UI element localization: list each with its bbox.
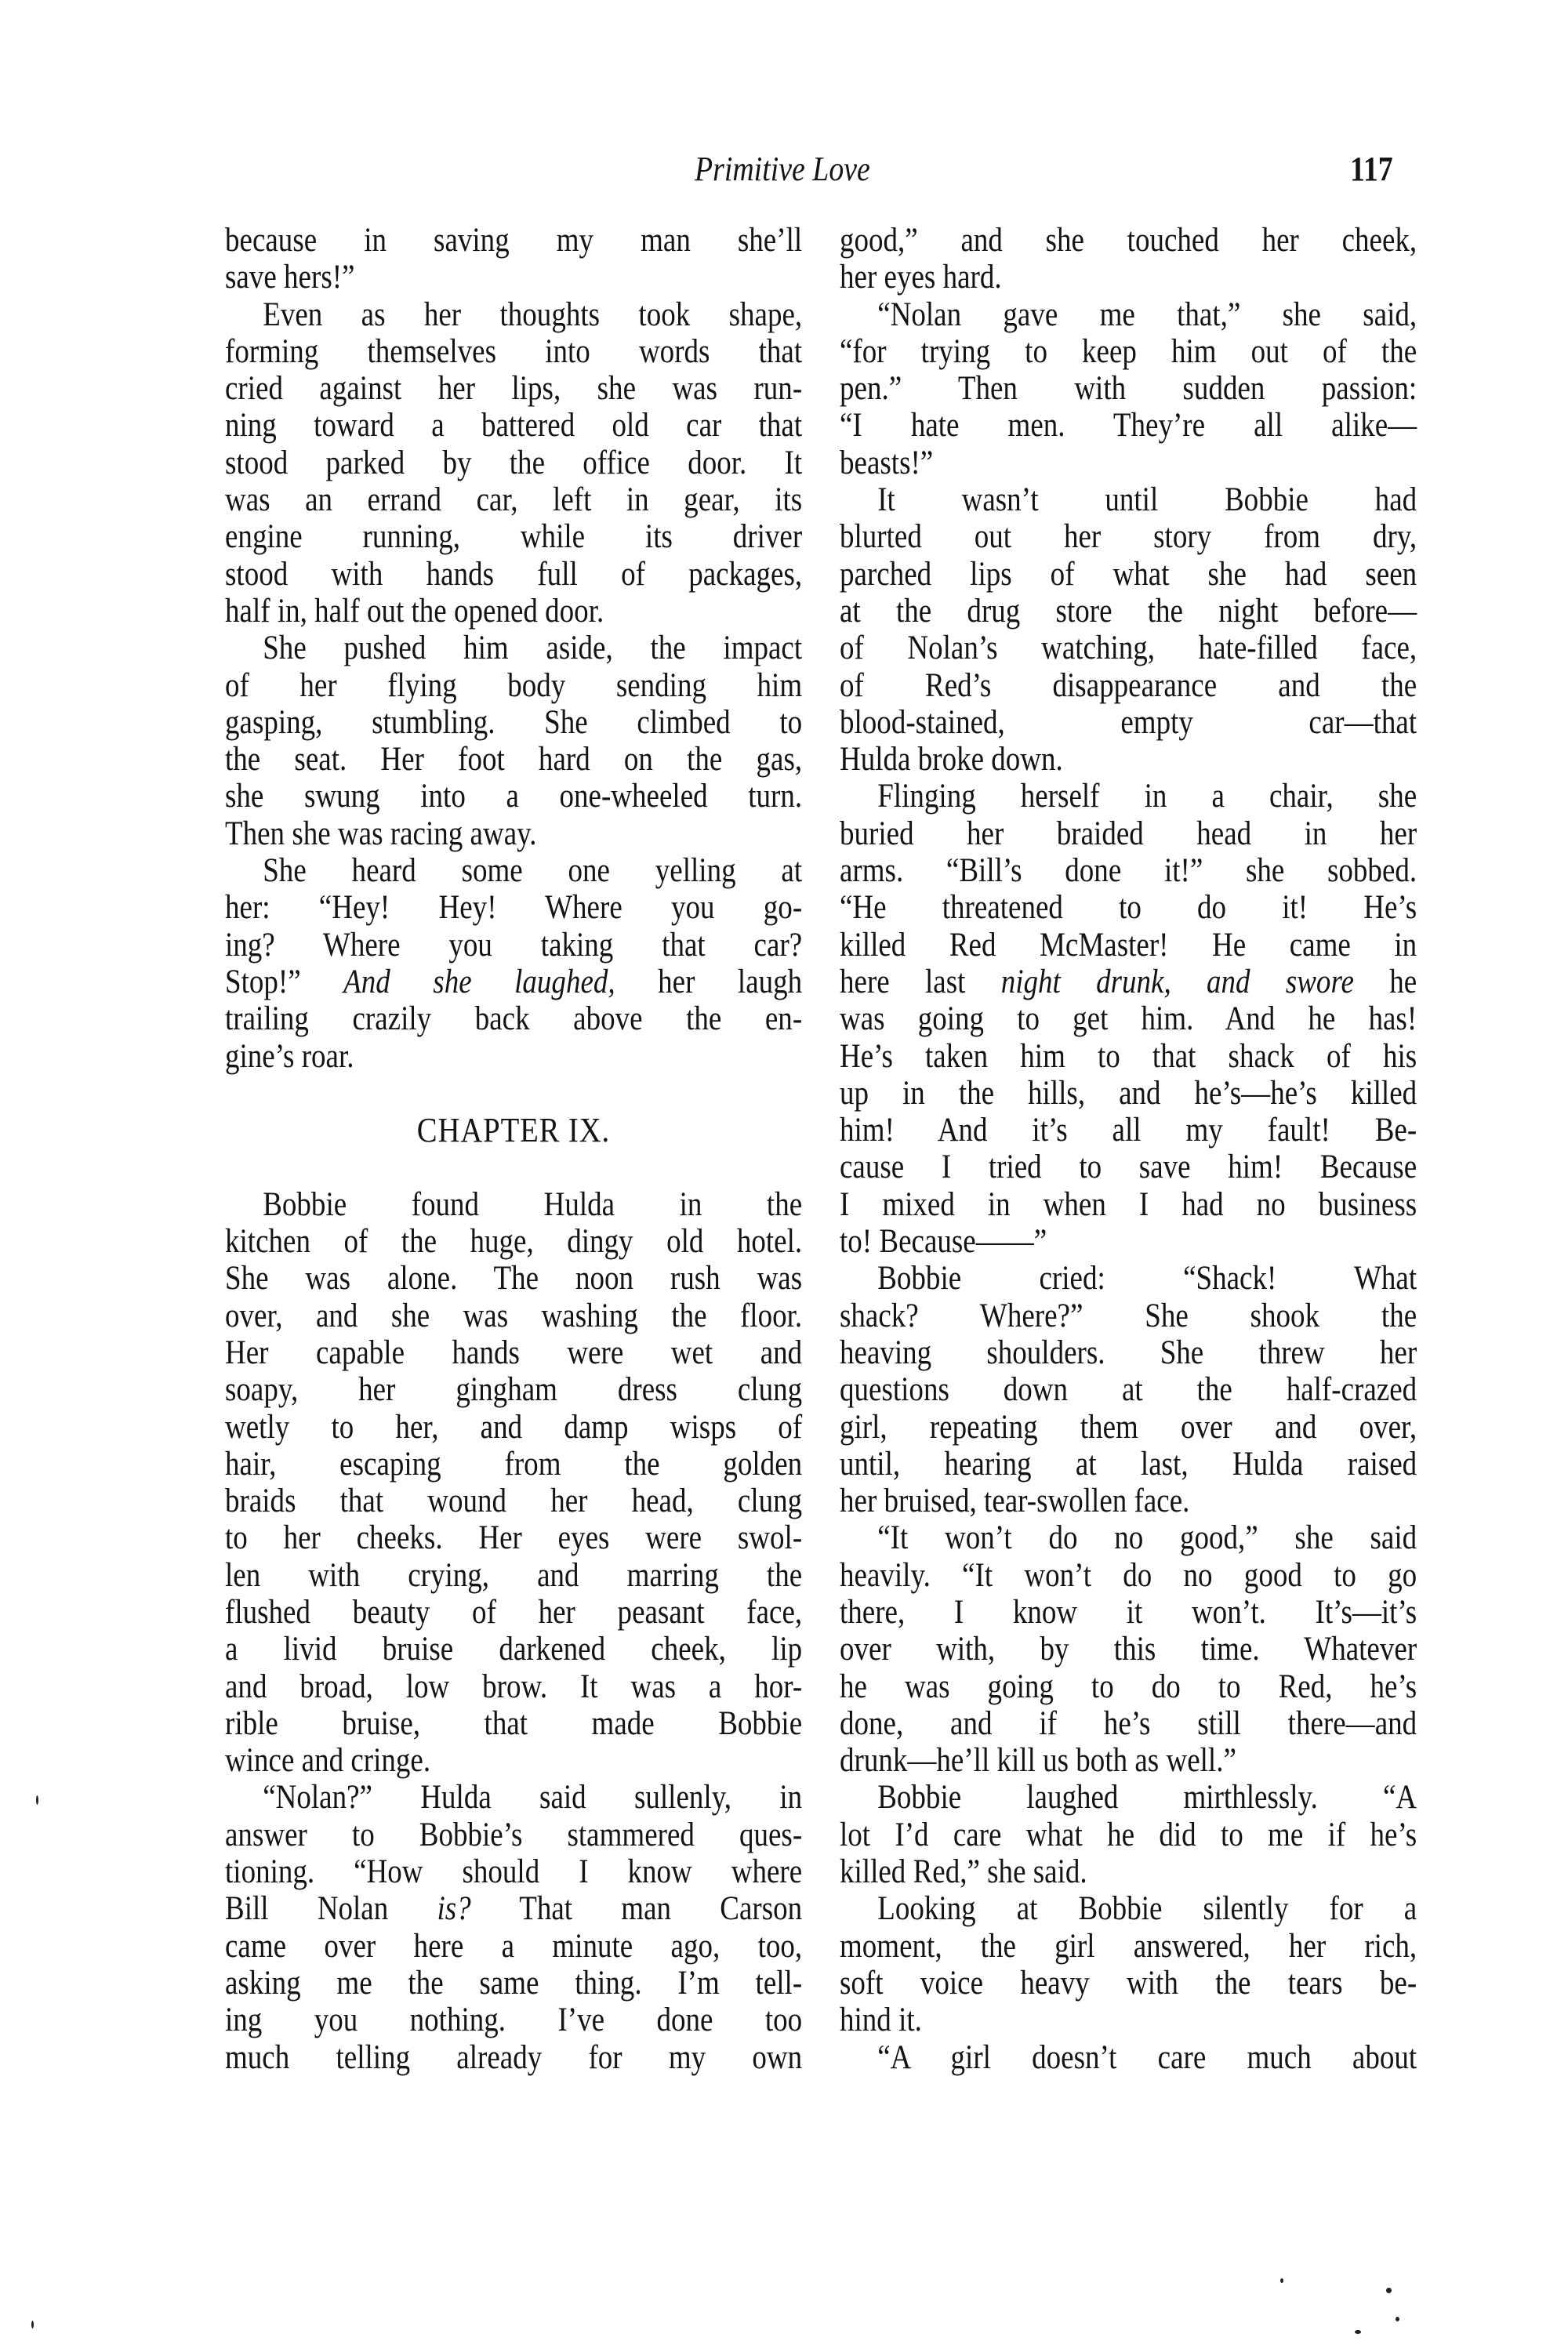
- text-line: [225, 556, 802, 593]
- text-line-content: engine running, while its driver: [225, 518, 803, 556]
- blank-line: [225, 1149, 802, 1185]
- text-line: [225, 1965, 802, 2002]
- text-line: [840, 2002, 1417, 2038]
- text-line-content: at the drug store the night before—: [840, 592, 1417, 630]
- text-line: [225, 927, 802, 964]
- text-line-content: stood parked by the office door. It: [225, 444, 803, 481]
- text-segment: her laugh: [615, 963, 803, 1000]
- text-line: [225, 1817, 802, 1853]
- text-line-content: Bobbie cried: “Shack! What: [877, 1260, 1417, 1298]
- text-line-content: until, hearing at last, Hulda raised: [840, 1445, 1417, 1483]
- text-line: [840, 333, 1417, 370]
- text-line-content: “He threatened to do it! He’s: [840, 889, 1417, 927]
- text-line-content: Then she was racing away.: [225, 815, 537, 852]
- text-line-content: Her capable hands were wet and: [225, 1334, 803, 1371]
- text-line-content: parched lips of what she had seen: [840, 555, 1417, 593]
- scan-speck: [1280, 2278, 1283, 2283]
- text-line: [225, 889, 802, 926]
- text-line-content: was going to get him. And he has!: [840, 1000, 1417, 1038]
- running-head: [0, 149, 1568, 196]
- text-line-content: beasts!”: [840, 444, 934, 481]
- text-line: [225, 1260, 802, 1297]
- text-line: [225, 1631, 802, 1668]
- text-segment: he: [1353, 963, 1417, 1000]
- text-line-content: done, and if he’s still there—and: [840, 1704, 1417, 1742]
- text-line-content: killed Red McMaster! He came in: [840, 926, 1417, 964]
- text-line: [840, 815, 1417, 852]
- right-text-column: [840, 222, 1417, 2076]
- text-line: [840, 1000, 1417, 1037]
- text-line: [225, 407, 802, 444]
- text-line-content: drunk—he’ll kill us both as well.”: [840, 1742, 1236, 1780]
- text-line-content: buried her braided head in her: [840, 815, 1417, 852]
- text-line: [225, 1594, 802, 1631]
- text-line: [840, 1260, 1417, 1297]
- text-line: [225, 370, 802, 407]
- text-line: [840, 259, 1417, 296]
- text-line: [840, 370, 1417, 407]
- text-line-content: kitchen of the huge, dingy old hotel.: [225, 1223, 803, 1261]
- text-line: [840, 1334, 1417, 1371]
- text-line-content: up in the hills, and he’s—he’s killed: [840, 1074, 1417, 1112]
- text-line-content: lot I’d care what he did to me if he’s: [840, 1816, 1417, 1853]
- text-line-content: over, and she was washing the floor.: [225, 1297, 803, 1334]
- text-line-content: She heard some one yelling at: [263, 852, 803, 890]
- text-line-content: pen.” Then with sudden passion:: [840, 370, 1417, 408]
- text-line-content: gine’s roar.: [225, 1037, 354, 1075]
- text-line-content: because in saving my man she’ll: [225, 222, 803, 259]
- text-line: [225, 852, 802, 889]
- text-line: [840, 1779, 1417, 1816]
- text-line-content: girl, repeating them over and over,: [840, 1408, 1417, 1446]
- text-line-content: was an errand car, left in gear, its: [225, 481, 803, 519]
- text-line: [225, 1557, 802, 1594]
- text-line-content: Looking at Bobbie silently for a: [877, 1890, 1417, 1928]
- text-line: [225, 333, 802, 370]
- text-line: [840, 1705, 1417, 1742]
- text-line-content: moment, the girl answered, her rich,: [840, 1927, 1417, 1965]
- chapter-heading-text: CHAPTER IX.: [416, 1111, 611, 1150]
- text-line: [225, 296, 802, 333]
- text-line: [840, 1742, 1417, 1779]
- text-line-content: “It won’t do no good,” she said: [877, 1519, 1417, 1557]
- text-line-content: of Nolan’s watching, hate-filled face,: [840, 630, 1417, 667]
- text-line: [225, 1779, 802, 1816]
- text-line: [225, 518, 802, 555]
- text-line-content: cause I tried to save him! Because: [840, 1149, 1417, 1186]
- text-line-content: It wasn’t until Bobbie had: [877, 481, 1417, 519]
- text-line: [225, 1371, 802, 1408]
- text-line: [225, 222, 802, 259]
- text-line-content: him! And it’s all my fault! Be-: [840, 1112, 1417, 1149]
- text-segment: here last: [840, 963, 1001, 1000]
- text-line: [225, 1000, 802, 1037]
- text-line-content: asking me the same thing. I’m tell-: [225, 1964, 803, 2002]
- text-line: [225, 1483, 802, 1519]
- text-line: [225, 1853, 802, 1890]
- text-line-content: killed Red,” she said.: [840, 1853, 1087, 1891]
- text-line-content: hair, escaping from the golden: [225, 1445, 803, 1483]
- text-line-content: I mixed in when I had no business: [840, 1185, 1417, 1223]
- text-line: [225, 445, 802, 481]
- text-line-content: questions down at the half-crazed: [840, 1371, 1417, 1409]
- text-line-content: Bobbie found Hulda in the: [263, 1185, 803, 1223]
- text-line: [225, 593, 802, 630]
- scan-speck: [1396, 2317, 1399, 2321]
- text-line: [840, 296, 1417, 333]
- text-line: [225, 2039, 802, 2076]
- text-line-content: She was alone. The noon rush was: [225, 1260, 803, 1298]
- text-line: [840, 778, 1417, 815]
- text-line-content: “for trying to keep him out of the: [840, 332, 1417, 370]
- text-line-content: [225, 1890, 802, 1927]
- text-line: [840, 1594, 1417, 1631]
- text-line-content: a livid bruise darkened cheek, lip: [225, 1631, 803, 1668]
- text-line-content: She pushed him aside, the impact: [263, 630, 803, 667]
- text-line: [840, 1890, 1417, 1927]
- text-line: [840, 556, 1417, 593]
- text-line-content: ning toward a battered old car that: [225, 407, 803, 445]
- text-line-content: good,” and she touched her cheek,: [840, 222, 1417, 259]
- text-line-content: he was going to do to Red, he’s: [840, 1668, 1417, 1705]
- text-line: [225, 1705, 802, 1742]
- text-line: [225, 1223, 802, 1260]
- italic-text: is?: [437, 1890, 471, 1928]
- text-line-content: forming themselves into words that: [225, 332, 803, 370]
- scan-speck: [1355, 2330, 1361, 2334]
- text-line: [225, 1409, 802, 1446]
- text-line: [840, 1223, 1417, 1260]
- text-line: [840, 667, 1417, 704]
- text-line-content: gasping, stumbling. She climbed to: [225, 703, 803, 741]
- text-line-content: her: “Hey! Hey! Where you go-: [225, 889, 803, 927]
- text-line: [840, 1075, 1417, 1112]
- text-line: [840, 1557, 1417, 1594]
- text-line: [225, 259, 802, 296]
- text-line: [840, 741, 1417, 778]
- text-line: [225, 704, 802, 741]
- scan-speck: [31, 2321, 34, 2328]
- text-line: [840, 1965, 1417, 2002]
- text-line-content: Even as her thoughts took shape,: [263, 296, 803, 333]
- text-line-content: of her flying body sending him: [225, 666, 803, 704]
- text-line-content: flushed beauty of her peasant face,: [225, 1593, 803, 1631]
- italic-text: night drunk, and swore: [1000, 963, 1354, 1000]
- text-line: [225, 630, 802, 666]
- text-line: [225, 1668, 802, 1705]
- italic-text: And she laughed,: [343, 963, 615, 1000]
- text-line-content: wetly to her, and damp wisps of: [225, 1408, 803, 1446]
- text-line-content: much telling already for my own: [225, 2038, 803, 2076]
- text-segment: Bill Nolan: [225, 1890, 437, 1928]
- text-line: [225, 1446, 802, 1483]
- text-line: [225, 1038, 802, 1075]
- text-line-content: her bruised, tear-swollen face.: [840, 1483, 1190, 1520]
- text-line: [225, 1928, 802, 1965]
- text-line-content: arms. “Bill’s done it!” she sobbed.: [840, 852, 1417, 890]
- text-line: [840, 222, 1417, 259]
- text-line: [840, 481, 1417, 518]
- text-line-content: answer to Bobbie’s stammered ques-: [225, 1816, 803, 1853]
- text-line-content: heavily. “It won’t do no good to go: [840, 1556, 1417, 1594]
- text-line-content: to her cheeks. Her eyes were swol-: [225, 1519, 803, 1557]
- text-segment: That man Carson: [470, 1890, 803, 1928]
- text-line: [840, 2039, 1417, 2076]
- text-line-content: He’s taken him to that shack of his: [840, 1037, 1417, 1075]
- text-line-content: tioning. “How should I know where: [225, 1853, 803, 1891]
- text-line-content: blurted out her story from dry,: [840, 518, 1417, 556]
- text-line-content: there, I know it won’t. It’s—it’s: [840, 1593, 1417, 1631]
- text-line: [840, 1668, 1417, 1705]
- text-line: [840, 445, 1417, 481]
- text-line: [840, 1519, 1417, 1556]
- text-line: [225, 2002, 802, 2038]
- text-line-content: ing you nothing. I’ve done too: [225, 2002, 803, 2039]
- text-line: [840, 518, 1417, 555]
- text-line: [840, 1371, 1417, 1408]
- text-line: [225, 964, 802, 1000]
- text-line-content: hind it.: [840, 2002, 922, 2039]
- text-line: [225, 1334, 802, 1371]
- text-line-content: shack? Where?” She shook the: [840, 1297, 1417, 1334]
- text-line: [225, 481, 802, 518]
- text-line-content: stood with hands full of packages,: [225, 555, 803, 593]
- text-line: [840, 593, 1417, 630]
- text-line-content: to! Because——”: [840, 1223, 1047, 1261]
- text-line: [840, 1446, 1417, 1483]
- text-line-content: Hulda broke down.: [840, 741, 1063, 779]
- text-line-content: Bobbie laughed mirthlessly. “A: [877, 1779, 1417, 1817]
- page-number: 117: [1350, 150, 1393, 188]
- text-line: [840, 964, 1417, 1000]
- text-line: [225, 778, 802, 815]
- text-line-content: trailing crazily back above the en-: [225, 1000, 803, 1038]
- text-line-content: wince and cringe.: [225, 1742, 431, 1780]
- chapter-heading: [225, 1112, 802, 1149]
- text-line: [225, 815, 802, 852]
- text-line: [840, 1149, 1417, 1185]
- text-line: [840, 1409, 1417, 1446]
- text-line: [840, 927, 1417, 964]
- text-line: [840, 852, 1417, 889]
- text-line-content: her eyes hard.: [840, 259, 1002, 296]
- text-line-content: half in, half out the opened door.: [225, 592, 604, 630]
- text-line: [225, 1742, 802, 1779]
- text-line: [840, 704, 1417, 741]
- text-line: [225, 1186, 802, 1223]
- text-line: [840, 1928, 1417, 1965]
- text-line: [840, 1853, 1417, 1890]
- text-line: [840, 889, 1417, 926]
- text-line: [840, 1483, 1417, 1519]
- running-title: Primitive Love: [695, 150, 870, 188]
- text-line-content: of Red’s disappearance and the: [840, 666, 1417, 704]
- text-line-content: “A girl doesn’t care much about: [877, 2038, 1417, 2076]
- text-line: [840, 1186, 1417, 1223]
- text-segment: Stop!”: [225, 963, 344, 1000]
- text-line: [225, 1298, 802, 1334]
- text-line-content: len with crying, and marring the: [225, 1556, 803, 1594]
- text-line: [840, 407, 1417, 444]
- text-line: [840, 1112, 1417, 1149]
- text-line: [225, 741, 802, 778]
- text-line-content: heaving shoulders. She threw her: [840, 1334, 1417, 1371]
- text-line-content: she swung into a one-wheeled turn.: [225, 778, 803, 815]
- text-line-content: soft voice heavy with the tears be-: [840, 1964, 1417, 2002]
- text-line-content: came over here a minute ago, too,: [225, 1927, 803, 1965]
- left-text-column: [225, 222, 802, 2076]
- text-line-content: rible bruise, that made Bobbie: [225, 1704, 803, 1742]
- text-line-content: “I hate men. They’re all alike—: [840, 407, 1417, 445]
- text-line-content: braids that wound her head, clung: [225, 1483, 803, 1520]
- text-line-content: [840, 964, 1417, 1000]
- text-line: [840, 630, 1417, 666]
- text-line-content: cried against her lips, she was run-: [225, 370, 803, 408]
- text-line-content: over with, by this time. Whatever: [840, 1631, 1417, 1668]
- text-line-content: and broad, low brow. It was a hor-: [225, 1668, 803, 1705]
- text-line-content: “Nolan?” Hulda said sullenly, in: [263, 1779, 803, 1817]
- text-line: [840, 1038, 1417, 1075]
- text-line-content: save hers!”: [225, 259, 355, 296]
- text-line: [840, 1298, 1417, 1334]
- text-line-content: “Nolan gave me that,” she said,: [877, 296, 1417, 333]
- text-line: [225, 1890, 802, 1927]
- text-line-content: the seat. Her foot hard on the gas,: [225, 741, 803, 779]
- text-line-content: ing? Where you taking that car?: [225, 926, 803, 964]
- scan-speck: [36, 1795, 38, 1805]
- scan-speck: [1386, 2288, 1392, 2293]
- text-line: [840, 1631, 1417, 1668]
- text-line: [225, 667, 802, 704]
- text-line: [225, 1519, 802, 1556]
- text-line: [840, 1817, 1417, 1853]
- blank-line: [225, 1075, 802, 1112]
- text-line-content: soapy, her gingham dress clung: [225, 1371, 803, 1409]
- text-line-content: blood-stained, empty car—that: [840, 703, 1417, 741]
- text-line-content: [225, 964, 802, 1000]
- text-line-content: Flinging herself in a chair, she: [877, 778, 1417, 815]
